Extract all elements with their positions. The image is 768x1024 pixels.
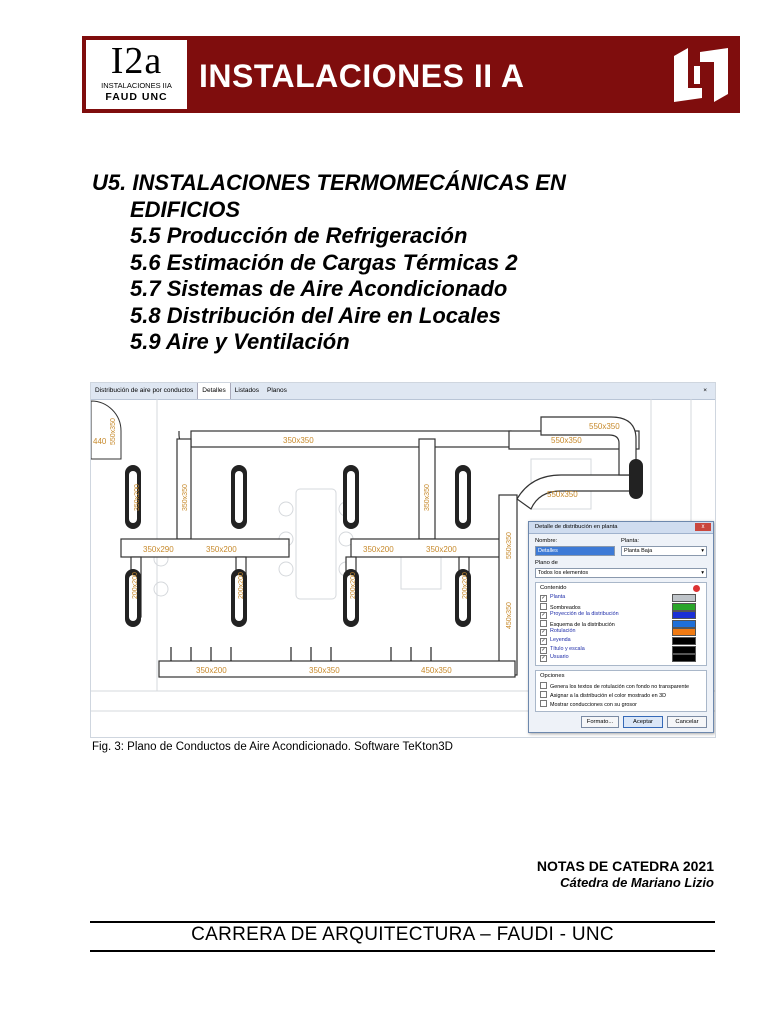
contenido-row[interactable] <box>540 594 700 601</box>
figure-caption: Fig. 3: Plano de Conductos de Aire Acondicionado. Software TeKton3D <box>92 741 453 753</box>
contenido-row-label: Esquema de la distribución <box>550 621 615 628</box>
color-swatch[interactable] <box>672 628 696 636</box>
page-title: INSTALACIONES II A <box>199 58 525 94</box>
duct-label: 350x350 <box>309 666 340 675</box>
duct-label: 350x200 <box>206 545 237 554</box>
i2a-logo <box>86 40 187 109</box>
dialog-title-text: Detalle de distribución en planta <box>535 524 618 530</box>
contenido-row-label: Título y escala <box>550 645 585 652</box>
cancelar-button[interactable]: Cancelar <box>667 716 707 728</box>
checkbox[interactable]: ✓ <box>541 629 546 636</box>
topic-item: 5.9 Aire y Ventilación <box>130 329 350 354</box>
contenido-row-label: Rotulación <box>550 628 576 635</box>
logo-line2: FAUD UNC <box>105 91 168 103</box>
duct-label: 550x350 <box>551 436 582 445</box>
color-swatch[interactable] <box>672 620 696 628</box>
option-label: Genera los textos de rotulación con fondo no transparente <box>550 684 690 690</box>
duct-label: 200x200 <box>238 572 245 599</box>
plano-label: Plano de <box>535 560 558 566</box>
duct-label: 440 <box>93 437 107 446</box>
option-label: Asignar a la distribución el color mostrado en 3D <box>550 693 666 699</box>
formato-button[interactable]: Formato... <box>581 716 619 728</box>
duct-label: 350x350 <box>424 484 431 511</box>
option-label: Mostrar conducciones con su grosor <box>550 702 637 708</box>
checkbox[interactable] <box>540 691 547 698</box>
footer-text: CARRERA DE ARQUITECTURA – FAUDI - UNC <box>191 924 614 945</box>
logo-mark: I2a <box>110 40 163 82</box>
duct-label: 350x350 <box>283 436 314 445</box>
header-banner <box>82 36 740 113</box>
color-swatch[interactable] <box>672 611 696 619</box>
contenido-row[interactable] <box>540 654 700 661</box>
checkbox[interactable] <box>540 603 547 610</box>
duct-label: 550x350 <box>506 532 513 559</box>
duct-label: 350x200 <box>363 545 394 554</box>
tab-planos[interactable]: Planos <box>266 387 287 394</box>
contenido-label: Contenido <box>540 585 567 591</box>
distribution-detail-dialog <box>528 521 714 733</box>
checkbox[interactable] <box>540 620 547 627</box>
contenido-row-label: Planta <box>550 594 566 600</box>
contenido-row-label: Leyenda <box>550 637 571 643</box>
duct-label: 350x200 <box>426 545 457 554</box>
close-icon[interactable]: x <box>695 523 711 531</box>
opciones-label: Opciones <box>540 673 565 679</box>
contenido-row-label: Usuario <box>550 654 569 661</box>
topic-item: 5.8 Distribución del Aire en Locales <box>130 302 501 328</box>
checkbox[interactable]: ✓ <box>541 638 546 644</box>
notes-block <box>537 858 714 891</box>
topic-item: 5.7 Sistemas de Aire Acondicionado <box>130 276 508 301</box>
chevron-down-icon: ▾ <box>701 570 704 576</box>
planta-select[interactable] <box>621 546 707 556</box>
tab-detalles[interactable]: Detalles <box>197 383 230 399</box>
close-icon[interactable]: × <box>703 387 707 394</box>
duct-label: 550x350 <box>110 418 117 445</box>
contenido-row[interactable] <box>540 620 700 627</box>
checkbox[interactable]: ✓ <box>541 646 546 653</box>
duct-plan-figure <box>90 382 716 738</box>
color-swatch[interactable] <box>672 594 696 602</box>
duct-label: 550x350 <box>589 422 620 431</box>
unit-headings <box>92 170 566 356</box>
logo-line1: INSTALACIONES IIA <box>101 81 172 90</box>
document-tabbar <box>91 383 715 400</box>
color-swatch[interactable] <box>672 637 696 645</box>
nombre-input[interactable]: Detalles <box>535 546 615 556</box>
dialog-title <box>529 522 713 534</box>
footer-rule-bottom <box>90 950 715 952</box>
option-item[interactable] <box>540 682 689 689</box>
nombre-label: Nombre: <box>535 538 558 544</box>
topic-item: 5.6 Estimación de Cargas Térmicas 2 <box>130 249 518 275</box>
planta-select-value: Planta Baja <box>624 548 653 554</box>
notes-author: Cátedra de Mariano Lizio <box>560 875 714 890</box>
duct-label: 200x200 <box>462 572 469 599</box>
tab-listados[interactable]: Listados <box>234 387 259 394</box>
contenido-row[interactable] <box>540 603 700 610</box>
option-item[interactable] <box>540 691 666 698</box>
tab-distribucion[interactable]: Distribución de aire por conductos <box>95 387 194 394</box>
checkbox[interactable]: ✓ <box>541 595 546 601</box>
duct-label: 350x200 <box>196 666 227 675</box>
color-swatch[interactable] <box>672 603 696 611</box>
checkbox[interactable]: ✓ <box>541 612 546 619</box>
plano-select-value: Todos los elementos <box>538 570 589 576</box>
contenido-row[interactable] <box>540 628 700 635</box>
option-item[interactable] <box>540 700 637 707</box>
checkbox[interactable]: ✓ <box>541 655 546 662</box>
aceptar-button[interactable]: Aceptar <box>623 716 663 728</box>
faud-logo-icon <box>668 42 734 108</box>
contenido-panel <box>535 582 707 666</box>
palette-icon <box>693 585 700 592</box>
contenido-row[interactable] <box>540 611 700 618</box>
checkbox[interactable] <box>540 682 547 689</box>
contenido-row-label: Proyección de la distribución <box>550 611 619 618</box>
notes-title: NOTAS DE CATEDRA 2021 <box>536 858 714 874</box>
plano-select[interactable] <box>535 568 707 578</box>
contenido-row-label: Sombreados <box>550 604 581 611</box>
unit-title-line1: U5. INSTALACIONES TERMOMECÁNICAS EN <box>92 170 566 195</box>
contenido-row[interactable] <box>540 646 700 653</box>
opciones-panel <box>535 670 707 712</box>
contenido-row[interactable] <box>540 637 700 644</box>
duct-label: 450x350 <box>506 602 513 629</box>
color-swatch[interactable] <box>672 654 696 662</box>
footer-rule-top <box>90 921 715 923</box>
checkbox[interactable] <box>540 700 547 707</box>
duct-label: 550x350 <box>547 490 578 499</box>
duct-label: 200x200 <box>132 572 139 599</box>
duct-label: 200x200 <box>350 572 357 599</box>
duct-label: 350x290 <box>143 545 174 554</box>
unit-title-line2: EDIFICIOS <box>130 196 241 222</box>
color-swatch[interactable] <box>672 646 696 654</box>
topic-item: 5.5 Producción de Refrigeración <box>130 223 468 248</box>
duct-label: 350x200 <box>134 484 141 511</box>
duct-label: 450x350 <box>421 666 452 675</box>
chevron-down-icon: ▾ <box>701 548 704 554</box>
duct-label: 350x350 <box>182 484 189 511</box>
planta-label: Planta: <box>621 538 640 544</box>
